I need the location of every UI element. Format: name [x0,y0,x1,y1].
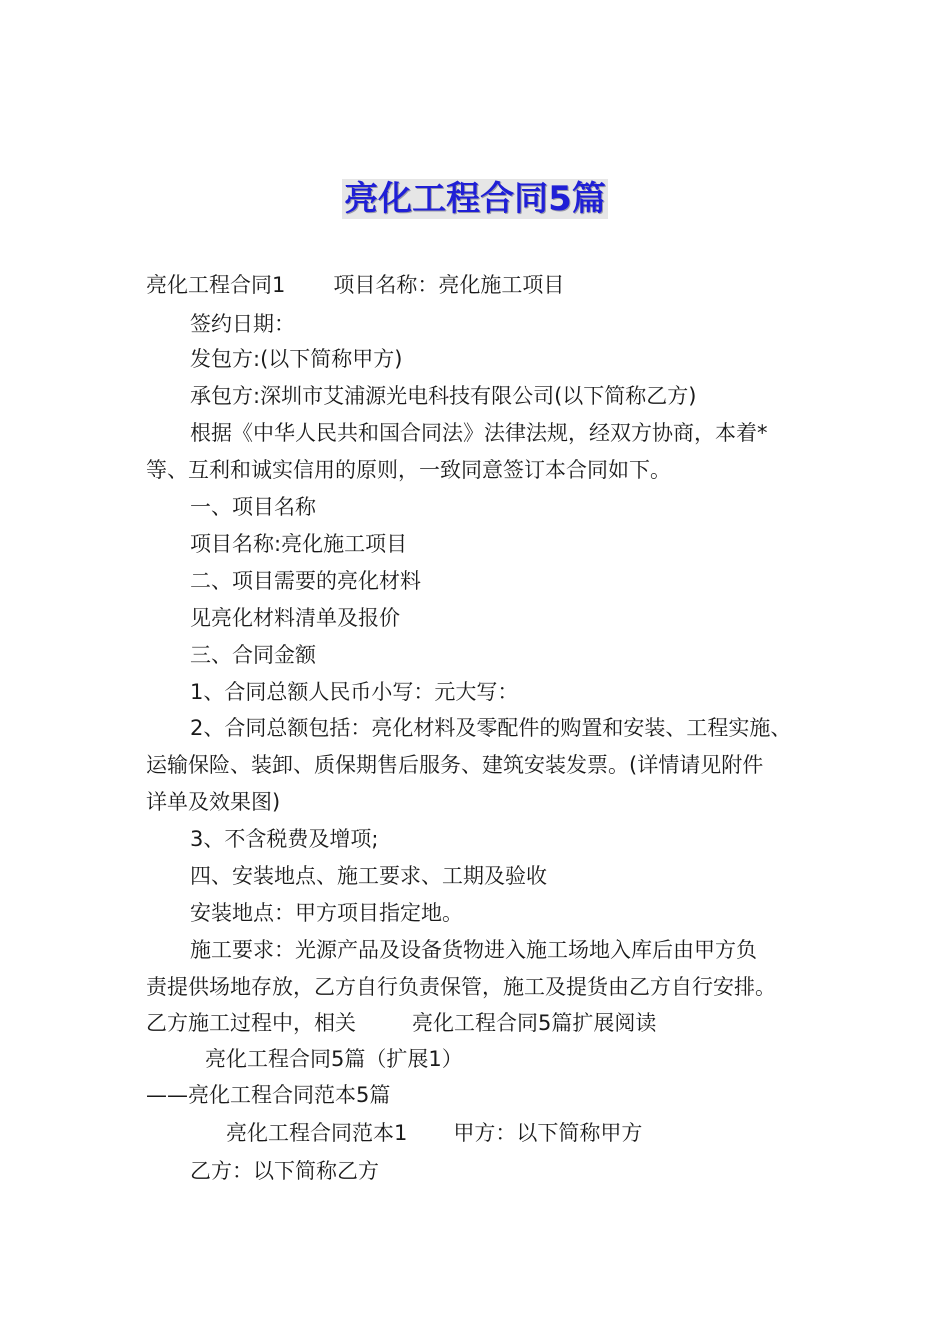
section-heading: 三、合同金额 [190,643,316,667]
paragraph-line: 项目名称:亮化施工项目 [190,532,408,556]
paragraph-line: 3、不含税费及增项; [190,827,379,851]
paragraph-line: 运输保险、装卸、质保期售后服务、建筑安装发票。(详情请见附件 [146,753,764,777]
party-b-label: 乙方：以下简称乙方 [190,1159,379,1183]
paragraph-line: 2、合同总额包括：亮化材料及零配件的购置和安装、工程实施、 [190,716,792,740]
extension-heading: 亮化工程合同5篇（扩展1） [205,1047,463,1071]
document-title-text: 亮化工程合同5篇 [344,179,606,219]
template-header-line [226,1118,642,1148]
section-heading: 二、项目需要的亮化材料 [190,569,421,593]
project-name-label: 项目名称：亮化施工项目 [333,273,565,297]
paragraph-line: 见亮化材料清单及报价 [190,606,400,630]
paragraph-line: 责提供场地存放，乙方自行负责保管，施工及提货由乙方自行安排。 [146,975,776,999]
party-b-line: 承包方:深圳市艾浦源光电科技有限公司(以下简称乙方) [190,384,697,408]
document-title [0,176,950,222]
sign-date-line: 签约日期： [190,312,295,336]
paragraph-fragment: 乙方施工过程中，相关 [146,1011,356,1035]
extended-reading-label: 亮化工程合同5篇扩展阅读 [412,1011,657,1035]
contract-header-line [146,270,564,300]
party-a-label: 甲方：以下简称甲方 [453,1121,643,1145]
contract-number-label: 亮化工程合同1 [146,273,286,297]
paragraph-line: 施工要求：光源产品及设备货物进入施工场地入库后由甲方负 [190,938,757,962]
section-heading: 四、安装地点、施工要求、工期及验收 [190,864,547,888]
template-number-label: 亮化工程合同范本1 [226,1121,408,1145]
paragraph-line: 安装地点：甲方项目指定地。 [190,901,463,925]
party-a-line: 发包方:(以下简称甲方) [190,347,403,371]
paragraph-line: 根据《中华人民共和国合同法》法律法规，经双方协商，本着* [190,421,768,445]
extended-reading-line [146,1008,656,1038]
paragraph-line: 1、合同总额人民币小写：元大写： [190,680,519,704]
paragraph-line: 详单及效果图) [146,790,281,814]
paragraph-line: 等、互利和诚实信用的原则，一致同意签订本合同如下。 [146,458,671,482]
section-heading: 一、项目名称 [190,495,316,519]
extension-subheading: ——亮化工程合同范本5篇 [146,1083,391,1107]
